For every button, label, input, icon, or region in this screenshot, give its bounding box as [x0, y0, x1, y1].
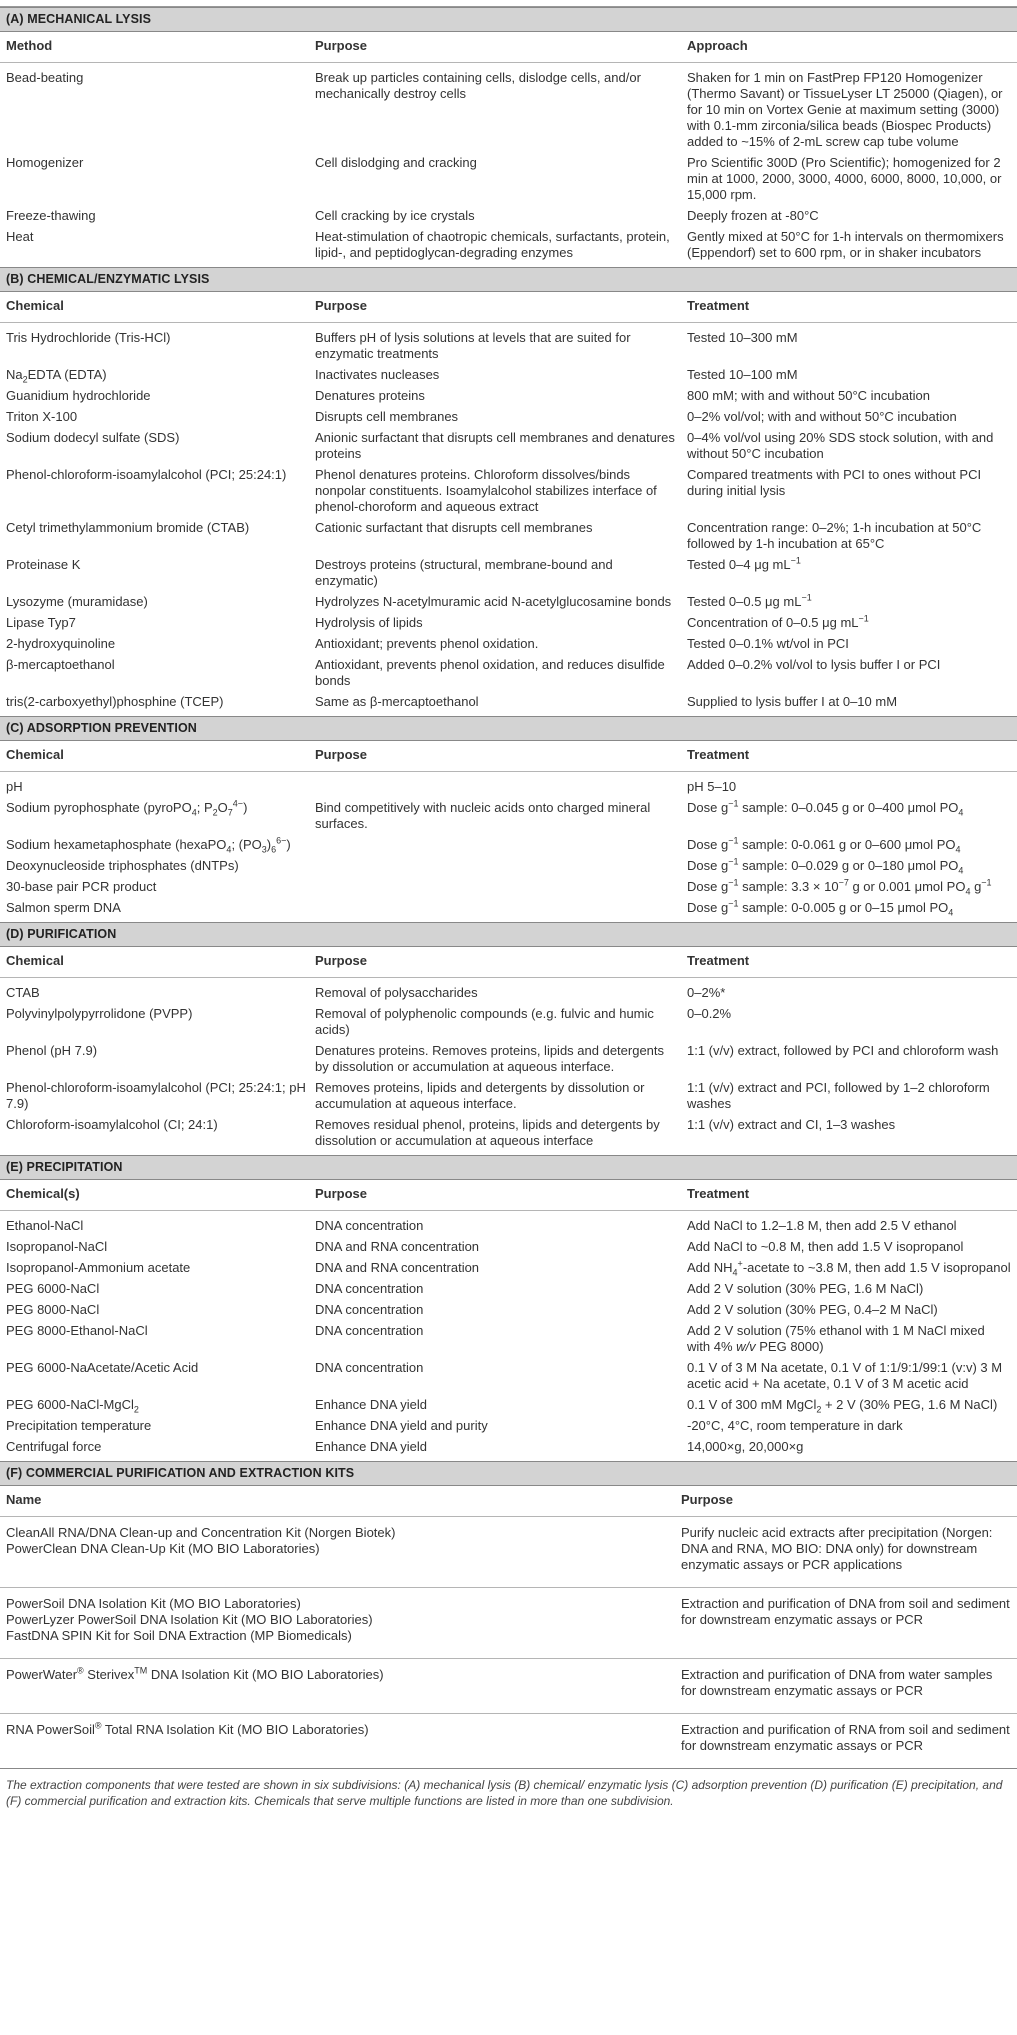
- row-name: pH: [6, 779, 23, 794]
- row-name: Guanidium hydrochloride: [6, 388, 151, 403]
- row-treatment: Add NaCl to 1.2–1.8 M, then add 2.5 V ethanol: [687, 1218, 957, 1233]
- column-header: Purpose: [315, 953, 368, 968]
- row-purpose: Denatures proteins: [315, 388, 425, 403]
- row-purpose: Removal of polyphenolic compounds (e.g. fulvic and humic acids): [315, 1006, 654, 1037]
- section-title: (E) PRECIPITATION: [0, 1155, 1017, 1180]
- table-row: [0, 407, 1017, 428]
- column-headers: [0, 1486, 1017, 1517]
- table-row: [0, 153, 1017, 206]
- row-name: Triton X-100: [6, 409, 78, 424]
- table-row: [0, 856, 1017, 877]
- kit-name: FastDNA SPIN Kit for Soil DNA Extraction (MP Biomedicals): [6, 1628, 352, 1643]
- row-name: Heat: [6, 229, 34, 244]
- row-name: Polyvinylpolypyrrolidone (PVPP): [6, 1006, 193, 1021]
- row-treatment: Dose $g^{-1}$ sample: 0-0.005 g or 0–15 μmol $PO_4$: [687, 898, 954, 918]
- table-row: [0, 983, 1017, 1004]
- row-purpose: Cell cracking by ice crystals: [315, 208, 475, 223]
- row-purpose: Antioxidant, prevents phenol oxidation, and reduces disulfide bonds: [315, 657, 665, 688]
- row-name: Deoxynucleoside triphosphates (dNTPs): [6, 858, 239, 873]
- column-header: Purpose: [315, 298, 368, 313]
- kit-name: PowerWater® Sterivex™ DNA Isolation Kit (MO BIO Laboratories): [6, 1665, 384, 1682]
- column-headers: [0, 741, 1017, 772]
- row-purpose: Removes proteins, lipids and detergents by dissolution or accumulation at aqueous interface.: [315, 1080, 645, 1111]
- table-row: [0, 692, 1017, 713]
- table-row: [0, 613, 1017, 634]
- kit-purpose: Extraction and purification of DNA from soil and sediment for downstream enzymatic assays or PCR: [681, 1596, 1010, 1627]
- row-purpose: DNA concentration: [315, 1218, 424, 1233]
- row-name: Freeze-thawing: [6, 208, 96, 223]
- row-purpose: DNA concentration: [315, 1360, 424, 1375]
- row-treatment: pH 5–10: [687, 779, 737, 794]
- kit-purpose: Extraction and purification of RNA from soil and sediment for downstream enzymatic assays or PCR: [681, 1722, 1010, 1753]
- row-name: Phenol-chloroform-isoamylalcohol (PCI; 25:24:1; pH 7.9): [6, 1080, 306, 1111]
- table-row: [0, 386, 1017, 407]
- kit-names: [6, 1596, 681, 1644]
- row-name: 30-base pair PCR product: [6, 879, 157, 894]
- row-treatment: Tested 0–0.1% wt/vol in PCI: [687, 636, 849, 651]
- row-treatment: Compared treatments with PCI to ones without PCI during initial lysis: [687, 467, 982, 498]
- row-purpose: Enhance DNA yield and purity: [315, 1418, 488, 1433]
- row-name: β-mercaptoethanol: [6, 657, 115, 672]
- section-title: (F) COMMERCIAL PURIFICATION AND EXTRACTION KITS: [0, 1461, 1017, 1486]
- table-body: [0, 1211, 1017, 1461]
- table-row: [0, 1237, 1017, 1258]
- table-body: [0, 63, 1017, 267]
- table-row: [0, 592, 1017, 613]
- row-purpose: DNA and RNA concentration: [315, 1239, 480, 1254]
- row-name: Precipitation temperature: [6, 1418, 152, 1433]
- row-treatment: Tested 0–0.5 μg $mL^{-1}$: [687, 592, 812, 609]
- column-header: Chemical: [6, 747, 64, 762]
- row-purpose: Phenol denatures proteins. Chloroform dissolves/binds nonpolar constituents. Isoamylalcohol stabilizes interface of phenol-choroform and aqueous extract: [315, 467, 657, 514]
- row-name: Chloroform-isoamylalcohol (CI; 24:1): [6, 1117, 218, 1132]
- kit-group: [0, 1659, 1017, 1714]
- row-purpose: Hydrolyzes N-acetylmuramic acid N-acetylglucosamine bonds: [315, 594, 672, 609]
- row-treatment: Concentration range: 0–2%; 1-h incubation at 50°C followed by 1-h incubation at 65°C: [687, 520, 982, 551]
- section-title: (A) MECHANICAL LYSIS: [0, 7, 1017, 32]
- row-treatment: Tested 10–300 mM: [687, 330, 798, 345]
- row-purpose: Break up particles containing cells, dislodge cells, and/or mechanically destroy cells: [315, 70, 641, 101]
- column-header: Method: [6, 38, 53, 53]
- table-row: [0, 1216, 1017, 1237]
- row-name: Sodium hexametaphosphate (hexaPO$_4$; $(PO_3)_6^{6-}$): [6, 835, 291, 855]
- row-treatment: 1:1 (v/v) extract and PCI, followed by 1–2 chloroform washes: [687, 1080, 990, 1111]
- table-row: [0, 1004, 1017, 1041]
- column-header: Treatment: [687, 747, 750, 762]
- row-treatment: 0–2% vol/vol; with and without 50°C incubation: [687, 409, 957, 424]
- row-purpose: Antioxidant; prevents phenol oxidation.: [315, 636, 539, 651]
- row-purpose: Cationic surfactant that disrupts cell membranes: [315, 520, 593, 535]
- row-purpose: Removes residual phenol, proteins, lipids and detergents by dissolution or accumulation at aqueous interface: [315, 1117, 660, 1148]
- column-headers: [0, 32, 1017, 63]
- row-name: Sodium dodecyl sulfate (SDS): [6, 430, 180, 445]
- row-purpose: DNA and RNA concentration: [315, 1260, 480, 1275]
- table-row: [0, 1078, 1017, 1115]
- column-header: Name: [6, 1492, 42, 1507]
- section-title: (C) ADSORPTION PREVENTION: [0, 716, 1017, 741]
- row-treatment: Tested 10–100 mM: [687, 367, 798, 382]
- row-name: PEG 6000-NaCl-MgCl$_2$: [6, 1397, 139, 1415]
- row-name: tris(2-carboxyethyl)phosphine (TCEP): [6, 694, 224, 709]
- column-headers: [0, 292, 1017, 323]
- row-purpose: Same as β-mercaptoethanol: [315, 694, 479, 709]
- row-treatment: 14,000×g, 20,000×g: [687, 1439, 804, 1454]
- row-name: Ethanol-NaCl: [6, 1218, 84, 1233]
- row-purpose: Heat-stimulation of chaotropic chemicals, surfactants, protein, lipid-, and peptidoglycan-degrading enzymes: [315, 229, 670, 260]
- row-purpose: Destroys proteins (structural, membrane-bound and enzymatic): [315, 557, 613, 588]
- row-purpose: [315, 879, 687, 895]
- row-purpose: Enhance DNA yield: [315, 1397, 428, 1412]
- column-header: Treatment: [687, 1186, 750, 1201]
- table-row: [0, 1395, 1017, 1416]
- row-treatment: 0.1 V of 3 M Na acetate, 0.1 V of 1:1/9:1/99:1 (v:v) 3 M acetic acid + Na acetate, 0.1 V of 3 M acetic acid: [687, 1360, 1003, 1391]
- column-headers: [0, 947, 1017, 978]
- row-purpose: DNA concentration: [315, 1302, 424, 1317]
- kit-names: [6, 1525, 681, 1573]
- table-row: [0, 365, 1017, 386]
- row-name: Isopropanol-Ammonium acetate: [6, 1260, 191, 1275]
- row-purpose: Hydrolysis of lipids: [315, 615, 423, 630]
- row-treatment: Deeply frozen at -80°C: [687, 208, 819, 223]
- row-name: Phenol-chloroform-isoamylalcohol (PCI; 25:24:1): [6, 467, 287, 482]
- row-purpose: Enhance DNA yield: [315, 1439, 428, 1454]
- table-row: [0, 835, 1017, 856]
- table-sections: [0, 7, 1017, 1461]
- row-treatment: 0–0.2%: [687, 1006, 732, 1021]
- row-treatment: Add 2 V solution (30% PEG, 0.4–2 M NaCl): [687, 1302, 938, 1317]
- row-treatment: Gently mixed at 50°C for 1-h intervals on thermomixers (Eppendorf) set to 600 rpm, or in shaker incubators: [687, 229, 1004, 260]
- table-row: [0, 634, 1017, 655]
- row-name: Bead-beating: [6, 70, 84, 85]
- section-title: (B) CHEMICAL/ENZYMATIC LYSIS: [0, 267, 1017, 292]
- table-row: [0, 1358, 1017, 1395]
- row-treatment: Pro Scientific 300D (Pro Scientific); homogenized for 2 min at 1000, 2000, 3000, 4000, 6000, 8000, 10,000, or 15,000 rpm.: [687, 155, 1002, 202]
- kit-name: RNA PowerSoil® Total RNA Isolation Kit (MO BIO Laboratories): [6, 1720, 369, 1737]
- row-purpose: Denatures proteins. Removes proteins, lipids and detergents by dissolution or accumulation at aqueous interface.: [315, 1043, 665, 1074]
- row-treatment: Dose $g^{-1}$ sample: $3.3 \times 10^{-7}$ g or 0.001 μmol $PO_4$ $g^{-1}$: [687, 877, 992, 897]
- table-row: [0, 465, 1017, 518]
- row-treatment: 0–4% vol/vol using 20% SDS stock solution, with and without 50°C incubation: [687, 430, 994, 461]
- row-purpose: Bind competitively with nucleic acids onto charged mineral surfaces.: [315, 800, 651, 831]
- column-header: Purpose: [315, 747, 368, 762]
- table-row: [0, 1279, 1017, 1300]
- column-header: Purpose: [315, 1186, 368, 1201]
- row-purpose: [315, 779, 687, 795]
- row-purpose: Removal of polysaccharides: [315, 985, 478, 1000]
- column-header: Purpose: [315, 38, 368, 53]
- row-treatment: 0–2%*: [687, 985, 726, 1000]
- kit-names: [6, 1722, 681, 1754]
- table-body: [0, 772, 1017, 922]
- table-row: [0, 555, 1017, 592]
- kit-name: CleanAll RNA/DNA Clean-up and Concentration Kit (Norgen Biotek): [6, 1525, 396, 1540]
- row-treatment: Supplied to lysis buffer I at 0–10 mM: [687, 694, 898, 709]
- row-name: Isopropanol-NaCl: [6, 1239, 108, 1254]
- table-body: [0, 978, 1017, 1155]
- row-purpose: Cell dislodging and cracking: [315, 155, 477, 170]
- table-row: [0, 655, 1017, 692]
- kit-names: [6, 1667, 681, 1699]
- row-treatment: 800 mM; with and without 50°C incubation: [687, 388, 930, 403]
- row-name: Salmon sperm DNA: [6, 900, 121, 915]
- table-row: [0, 777, 1017, 798]
- row-name: PEG 6000-NaAcetate/Acetic Acid: [6, 1360, 199, 1375]
- row-purpose: DNA concentration: [315, 1281, 424, 1296]
- row-purpose: DNA concentration: [315, 1323, 424, 1338]
- row-treatment: Dose $g^{-1}$ sample: 0–0.029 g or 0–180 μmol $PO_4$: [687, 856, 964, 876]
- row-name: 2-hydroxyquinoline: [6, 636, 116, 651]
- column-header: Treatment: [687, 298, 750, 313]
- row-name: Lysozyme (muramidase): [6, 594, 148, 609]
- table-row: [0, 68, 1017, 153]
- table-row: [0, 206, 1017, 227]
- kit-name: PowerSoil DNA Isolation Kit (MO BIO Laboratories): [6, 1596, 301, 1611]
- kits-section: [0, 1461, 1017, 1768]
- kit-group: [0, 1714, 1017, 1768]
- table-footnote: The extraction components that were tested are shown in six subdivisions: (A) mechanical lysis (B) chemical/ enzymatic lysis (C) adsorption prevention (D) purification (E) precipitation, and (F) commercial purification and extraction kits. Chemicals that serve multiple functions are listed in more than one subdivision.: [0, 1768, 1017, 1817]
- row-treatment: Add 2 V solution (75% ethanol with 1 M NaCl mixed with 4% w/v PEG 8000): [687, 1323, 985, 1354]
- table-row: [0, 1115, 1017, 1152]
- row-treatment: 1:1 (v/v) extract and CI, 1–3 washes: [687, 1117, 896, 1132]
- row-name: Tris Hydrochloride (Tris-HCl): [6, 330, 171, 345]
- row-treatment: 0.1 V of 300 mM MgCl$_2$ + 2 V (30% PEG, 1.6 M NaCl): [687, 1397, 998, 1415]
- row-treatment: Dose $g^{-1}$ sample: 0–0.045 g or 0–400 μmol $PO_4$: [687, 798, 964, 818]
- column-header: Approach: [687, 38, 748, 53]
- row-treatment: Added 0–0.2% vol/vol to lysis buffer I or PCI: [687, 657, 941, 672]
- kit-purpose: Extraction and purification of DNA from water samples for downstream enzymatic assays or PCR: [681, 1667, 993, 1698]
- row-name: Sodium pyrophosphate (pyroPO$_4$; $P_2O_7^{4-}$): [6, 798, 248, 818]
- kit-group: [0, 1588, 1017, 1659]
- table-row: [0, 1041, 1017, 1078]
- row-name: PEG 6000-NaCl: [6, 1281, 100, 1296]
- table-body: [0, 323, 1017, 716]
- row-name: PEG 8000-NaCl: [6, 1302, 100, 1317]
- kit-group: [0, 1517, 1017, 1588]
- table-row: [0, 428, 1017, 465]
- column-header: Chemical: [6, 953, 64, 968]
- row-treatment: Add NaCl to ~0.8 M, then add 1.5 V isopropanol: [687, 1239, 964, 1254]
- row-purpose: Inactivates nucleases: [315, 367, 440, 382]
- row-name: Centrifugal force: [6, 1439, 102, 1454]
- table-row: [0, 1258, 1017, 1279]
- table-row: [0, 1321, 1017, 1358]
- row-name: Phenol (pH 7.9): [6, 1043, 98, 1058]
- table-row: [0, 898, 1017, 919]
- table-row: [0, 877, 1017, 898]
- row-treatment: Add $NH_4^+$-acetate to ~3.8 M, then add 1.5 V isopropanol: [687, 1258, 1011, 1278]
- row-purpose: Anionic surfactant that disrupts cell membranes and denatures proteins: [315, 430, 675, 461]
- table-row: [0, 518, 1017, 555]
- row-treatment: Tested 0–4 μg $mL^{-1}$: [687, 555, 801, 572]
- row-purpose: [315, 858, 687, 874]
- row-treatment: Concentration of 0–0.5 μg $mL^{-1}$: [687, 613, 869, 630]
- row-purpose: Buffers pH of lysis solutions at levels that are suited for enzymatic treatments: [315, 330, 631, 361]
- row-name: $Na_2EDTA$ (EDTA): [6, 367, 107, 385]
- row-treatment: Dose $g^{-1}$ sample: 0-0.061 g or 0–600 μmol $PO_4$: [687, 835, 961, 855]
- table-top-rule: [0, 0, 1017, 7]
- section-title: (D) PURIFICATION: [0, 922, 1017, 947]
- row-name: Lipase Typ7: [6, 615, 76, 630]
- column-header: Chemical: [6, 298, 64, 313]
- row-purpose: [315, 837, 687, 853]
- table-row: [0, 1416, 1017, 1437]
- row-purpose: Disrupts cell membranes: [315, 409, 459, 424]
- row-treatment: Shaken for 1 min on FastPrep FP120 Homogenizer (Thermo Savant) or TissueLyser LT 25000 (Qiagen), or for 10 min on Vortex Genie at maximum setting (3000) with 0.1-mm zirconia/silica beads (Biospec Products) added to ~15% of 2-mL screw cap tube volume: [687, 70, 1003, 149]
- row-treatment: 1:1 (v/v) extract, followed by PCI and chloroform wash: [687, 1043, 999, 1058]
- kit-purpose: Purify nucleic acid extracts after precipitation (Norgen: DNA and RNA, MO BIO: DNA only) for downstream enzymatic assays or PCR applications: [681, 1525, 993, 1572]
- table-row: [0, 798, 1017, 835]
- table-row: [0, 1300, 1017, 1321]
- row-name: PEG 8000-Ethanol-NaCl: [6, 1323, 148, 1338]
- table-row: [0, 328, 1017, 365]
- row-name: CTAB: [6, 985, 40, 1000]
- kit-name: PowerClean DNA Clean-Up Kit (MO BIO Laboratories): [6, 1541, 320, 1556]
- table-row: [0, 227, 1017, 264]
- table-row: [0, 1437, 1017, 1458]
- row-treatment: Add 2 V solution (30% PEG, 1.6 M NaCl): [687, 1281, 924, 1296]
- column-header: Purpose: [681, 1492, 734, 1507]
- row-purpose: [315, 900, 687, 916]
- row-name: Cetyl trimethylammonium bromide (CTAB): [6, 520, 250, 535]
- row-name: Homogenizer: [6, 155, 84, 170]
- column-header: Treatment: [687, 953, 750, 968]
- column-headers: [0, 1180, 1017, 1211]
- row-treatment: -20°C, 4°C, room temperature in dark: [687, 1418, 903, 1433]
- kit-name: PowerLyzer PowerSoil DNA Isolation Kit (MO BIO Laboratories): [6, 1612, 373, 1627]
- column-header: Chemical(s): [6, 1186, 80, 1201]
- row-name: Proteinase K: [6, 557, 81, 572]
